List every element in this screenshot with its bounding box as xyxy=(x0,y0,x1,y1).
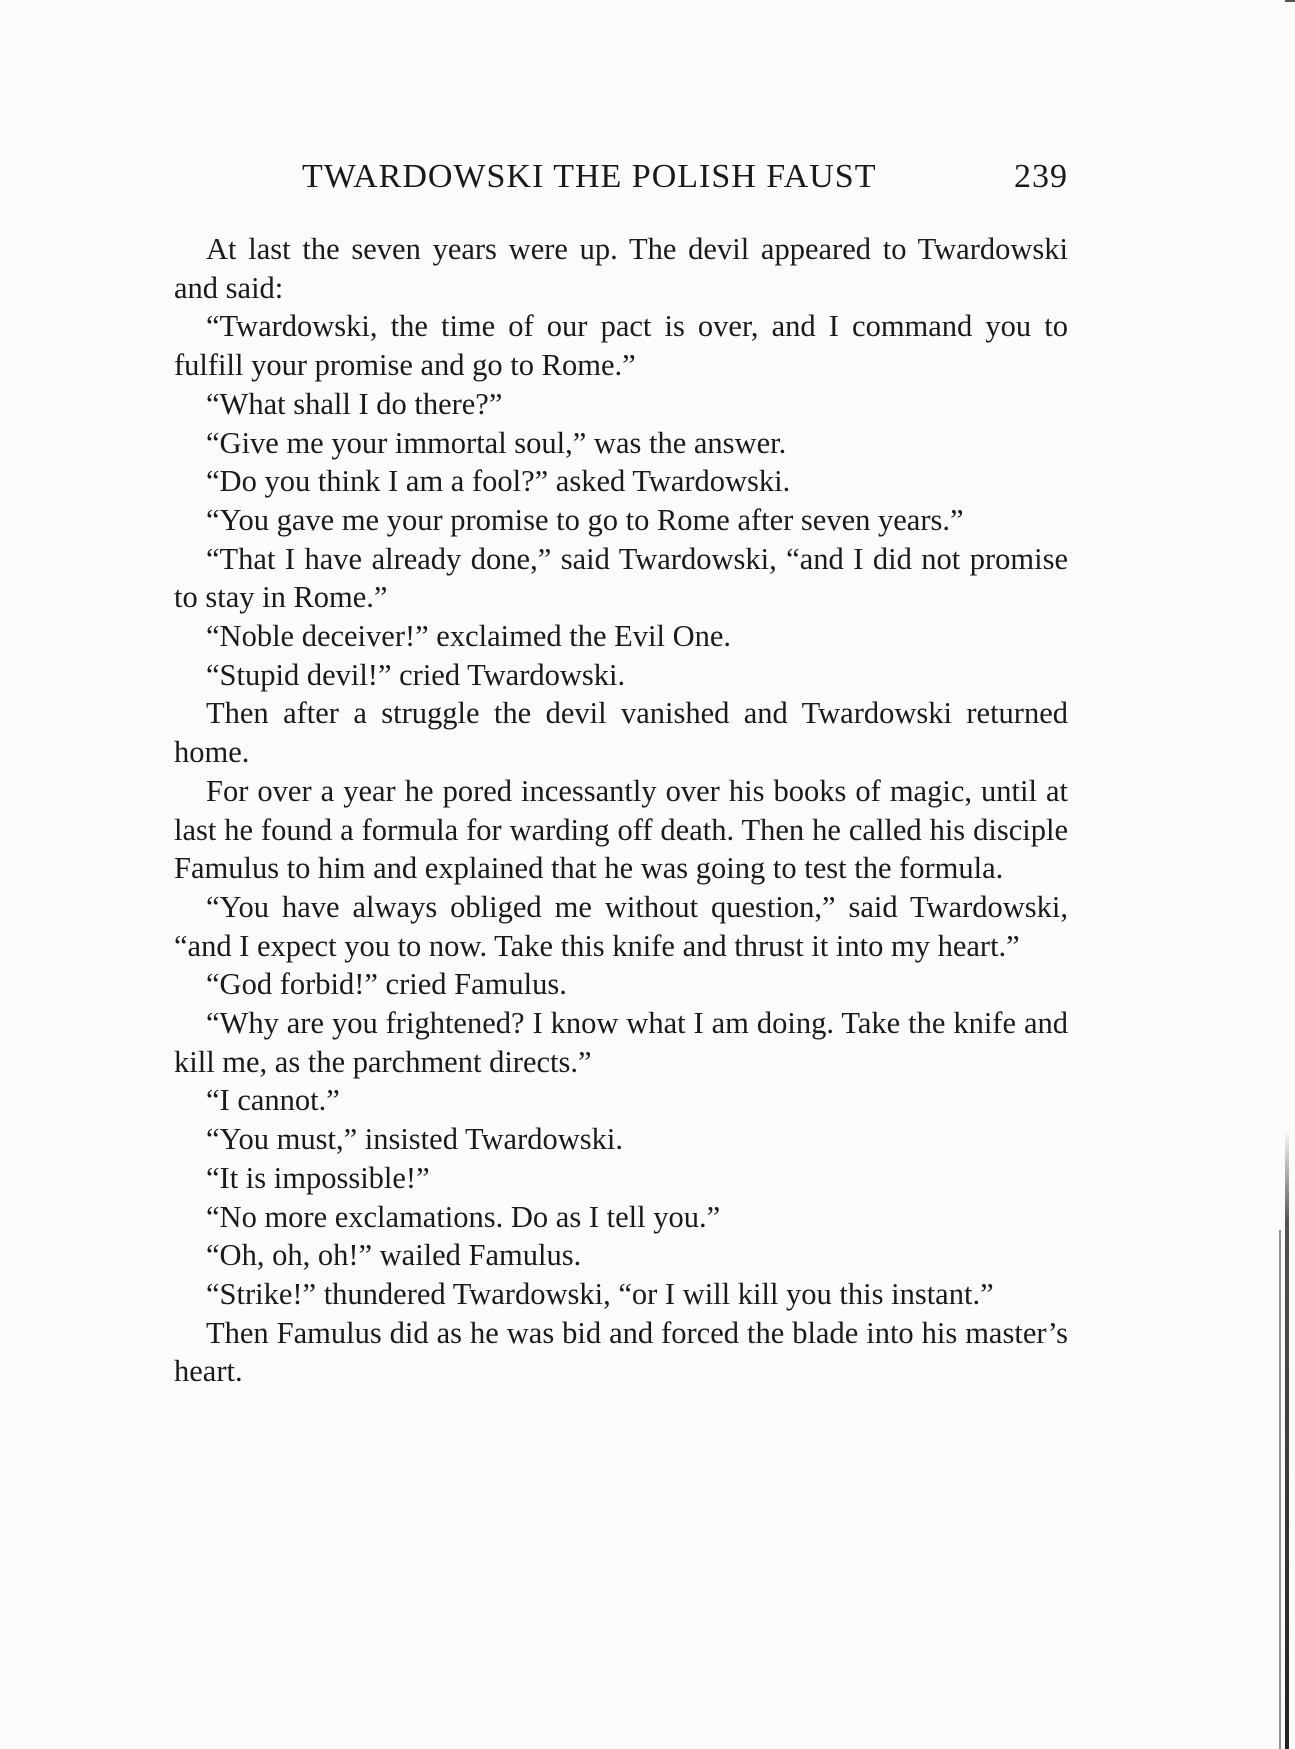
page-edge-shadow-inner xyxy=(1279,1230,1281,1749)
paragraph: “Why are you frightened? I know what I am doing. Take the knife and kill me, as the parchment directs.” xyxy=(174,1006,1068,1079)
paragraph: “What shall I do there?” xyxy=(206,386,503,421)
page-number: 239 xyxy=(1014,158,1068,195)
paragraph: “Noble deceiver!” exclaimed the Evil One. xyxy=(206,619,732,654)
paragraph: “Oh, oh, oh!” wailed Famulus. xyxy=(206,1238,582,1273)
paragraph: “It is impossible!” xyxy=(206,1160,430,1195)
paragraph: “God forbid!” cried Famulus. xyxy=(206,967,567,1002)
paragraph: “That I have already done,” said Twardowski, “and I did not promise to stay in Rome.” xyxy=(174,541,1068,615)
running-head xyxy=(174,150,1068,210)
body-text xyxy=(174,230,1068,1391)
scan-corner-mark xyxy=(1285,0,1295,10)
book-page xyxy=(174,150,1068,1391)
paragraph: Then Famulus did as he was bid and forced the blade into his master’s heart. xyxy=(174,1315,1068,1389)
page-edge-shadow xyxy=(1285,1130,1289,1749)
paragraph: “Give me your immortal soul,” was the answer. xyxy=(206,425,787,460)
running-head-title: TWARDOWSKI THE POLISH FAUST xyxy=(302,158,877,195)
paragraph: “I cannot.” xyxy=(206,1083,340,1118)
paragraph: For over a year he pored incessantly over his books of magic, until at last he found a formula for warding off death. Then he called his disciple Famulus to him and explained that he was going to test the formula. xyxy=(174,773,1068,886)
paragraph: “Stupid devil!” cried Twardowski. xyxy=(206,657,626,692)
paragraph: “Strike!” thundered Twardowski, “or I will kill you this instant.” xyxy=(206,1276,994,1311)
paragraph: “You must,” insisted Twardowski. xyxy=(206,1122,623,1157)
paragraph: “Twardowski, the time of our pact is over, and I command you to fulfill your promise and go to Rome.” xyxy=(174,309,1068,383)
paragraph: “No more exclamations. Do as I tell you.” xyxy=(206,1199,721,1234)
paragraph: Then after a struggle the devil vanished and Twardowski returned home. xyxy=(174,696,1068,770)
paragraph: “You gave me your promise to go to Rome after seven years.” xyxy=(206,502,964,537)
paragraph: “Do you think I am a fool?” asked Twardowski. xyxy=(206,464,791,499)
paragraph: At last the seven years were up. The devil appeared to Twardowski and said: xyxy=(174,232,1068,305)
paragraph: “You have always obliged me without question,” said Twardowski, “and I expect you to now. Take this knife and thrust it into my heart.” xyxy=(174,889,1068,963)
